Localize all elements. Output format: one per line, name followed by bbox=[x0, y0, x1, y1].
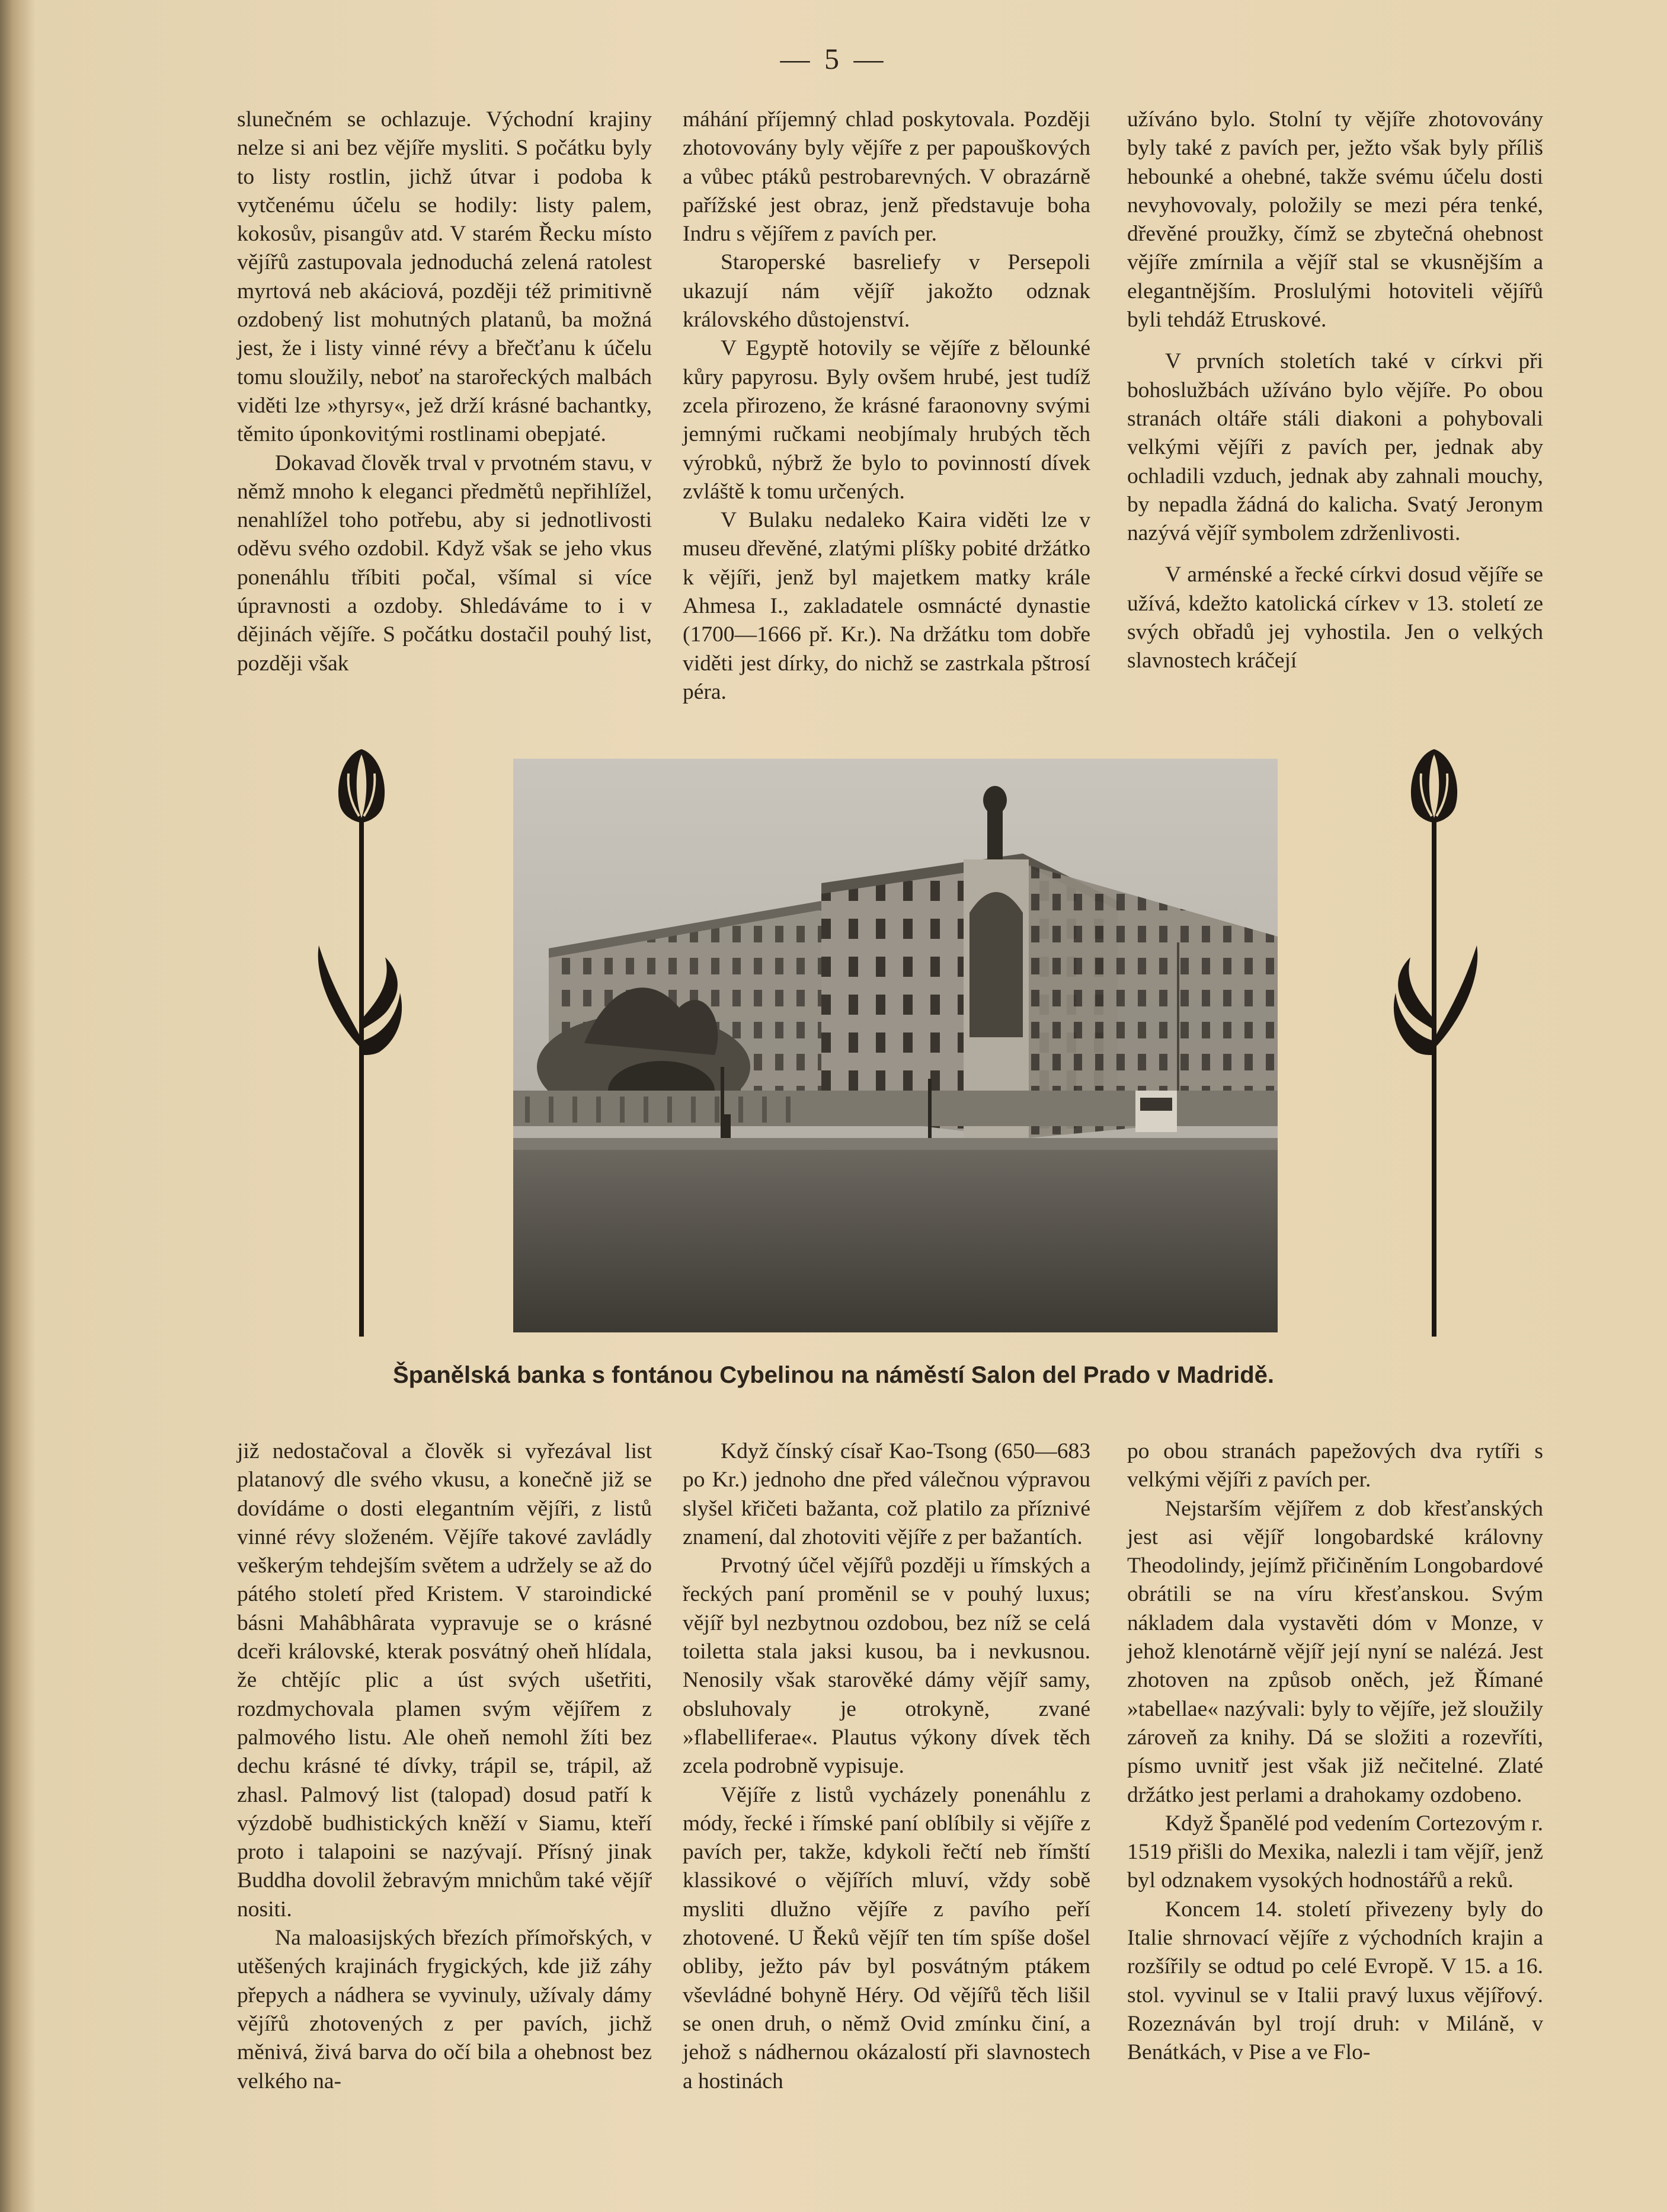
paragraph: po obou stranách papežových dva rytíři s velkými vějíři z pavích per. bbox=[1127, 1439, 1543, 1492]
paragraph: Koncem 14. století přivezeny byly do Italie shrnovací vějíře z východních krajin a rozšířily se odtud po celé Evropě. V 15. a 16. stol. vyvinul se v Italii pravý luxus vějířový. Rozeznáván byl trojí druh: v Miláně, v Benátkách, v Pise a ve Flo- bbox=[1127, 1897, 1543, 2065]
paragraph: Na maloasijských březích přímořských, v utěšených krajinách frygických, kde již záhy přepych a nádhera se vyvinuly, užívaly dámy vějířů zhotovených z per pavích, jichž měnivá, živá barva do očí bila a ohebnost bez velkého na- bbox=[237, 1926, 652, 2093]
paragraph: Dokavad člověk trval v prvotném stavu, v němž mnoho k eleganci předmětů nepřihlížel, nenahlížel toho potřebu, aby si jednotlivosti oděvu svého ozdobil. Když však se jeho vkus ponenáhlu tříbiti počal, všímal si více úpravnosti a ozdoby. Shledáváme to i v dějinách vějíře. S počátku dostačil pouhý list, později však bbox=[237, 450, 652, 676]
paragraph: Když čínský císař Kao-Tsong (650—683 po Kr.) jednoho dne před válečnou výpravou slyšel křičeti bažanta, což platilo za příznivé znamení, dal zhotoviti vějíře z per bažantích. bbox=[683, 1439, 1090, 1549]
bottom-column-2 bbox=[683, 1437, 1090, 2096]
page-number: — 5 — bbox=[780, 42, 887, 75]
paragraph: V prvních stoletích také v církvi při bohoslužbách užíváno bylo vějíře. Po obou stranách oltáře stáli diakoni a pohybovali velkými vějíři z pavích per, jednak aby ochladili vzduch, jednak aby zahnali mouchy, by nepadla žádná do kalicha. Svatý Jeronym nazývá vějíř symbolem zdrženlivosti. bbox=[1127, 349, 1543, 546]
top-column-3 bbox=[1127, 106, 1543, 676]
paragraph: Když Španělé pod vedením Cortezovým r. 1519 přišli do Mexika, nalezli i tam vějíř, jenž byl odznakem vysokých hodnostářů a reků. bbox=[1127, 1811, 1543, 1893]
paragraph: Staroperské basreliefy v Persepoli ukazují nám vějíř jakožto odznak královského důstojenství. bbox=[683, 250, 1090, 333]
paragraph: slunečném se ochlazuje. Východní krajiny nelze si ani bez vějíře mysliti. S počátku byly to listy rostlin, jichž útvar i podoba k vytčenému účelu se hodily: listy palem, kokosův, pisangův atd. V starém Řecku místo vějířů zastupovala jednoduchá zelená ratolest myrtová neb akáciová, později též primitivně ozdobený list mohutných platanů, ba možná jest, že i listy vinné révy a břečťanu k účelu tomu sloužily, neboť na starořeckých malbách viděti lze »thyrsy«, jež drží krásné bachantky, těmito úponkovitými rostlinami obepjaté. bbox=[237, 107, 652, 447]
bottom-column-1 bbox=[237, 1437, 652, 2096]
paragraph: V arménské a řecké církvi dosud vějíře se užívá, kdežto katolická církev v 13. století ze svých obřadů jej vyhostila. Jen o velkých slavnostech kráčejí bbox=[1127, 562, 1543, 673]
top-column-2 bbox=[683, 106, 1090, 707]
paragraph: V Egyptě hotovily se vějíře z bělounké kůry papyrosu. Byly ovšem hrubé, jest tudíž zcela přirozeno, že krásné faraonovny svými jemnými ručkami neobjímaly hrubých těch výrobků, nýbrž že bylo to povinností dívek zvláště k tomu určených. bbox=[683, 336, 1090, 504]
bottom-column-3 bbox=[1127, 1437, 1543, 2067]
paragraph: Nejstarším vějířem z dob křesťanských jest asi vějíř longobardské královny Theodolindy, jejímž přičiněním Longobardové obrátili se na víru křesťanskou. Svým nákladem dala vystavěti dóm v Monze, v jehož klenotárně vějíř její nyní se nalézá. Jest zhotoven na způsob oněch, jež Římané »tabellae« nazývali: byly to vějíře, jež sloužily zároveň za knihy. Dá se složiti a rozevříti, písmo uvnitř jest však již nečitelné. Zlaté držátko jest perlami a drahokamy ozdobeno. bbox=[1127, 1496, 1543, 1807]
paragraph: užíváno bylo. Stolní ty vějíře zhotovovány byly také z pavích per, ježto však byly příliš hebounké a ohebné, takže svému účelu dosti nevyhovovaly, položily se mezi péra tenké, dřevěné proužky, čímž se zbytečná ohebnost vějíře zmírnila a vějíř stal se vkusnějším a elegantnějším. Proslulými hotoviteli vějířů byli tehdáž Etruskové. bbox=[1127, 107, 1543, 333]
tulip-ornament-left bbox=[308, 738, 415, 1342]
paragraph: již nedostačoval a člověk si vyřezával list platanový dle svého vkusu, a konečně již se dovídáme o dosti elegantním vějíři, z listů vinné révy složeném. Vějíře takové zavládly veškerým tehdejším světem a udržely se až do pátého století před Kristem. V staroindické básni Mahâbhârata vypravuje se o krásné dceři královské, kterak posvátný oheň hlídala, že chtějíc plic a úst svých ušetřiti, rozdmychovala plamen svým vějířem z palmového listu. Ale oheň nemohl žíti bez dechu krásné té dívky, trápil se, trápil, až zhasl. Palmový list (talopad) dosud patří k výzdobě budhistických kněží v Siamu, kteří proto i talapoini se nazývají. Přísný jinak Buddha dovolil žebravým mnichům také vějíř nositi. bbox=[237, 1439, 652, 1922]
top-column-1 bbox=[237, 106, 652, 678]
tulip-ornament-right bbox=[1381, 738, 1487, 1342]
paragraph: V Bulaku nedaleko Kaira viděti lze v museu dřevěné, zlatými plíšky pobité držátko k vějíři, jenž byl majetkem matky krále Ahmesa I., zakladatele osmnácté dynastie (1700—1666 př. Kr.). Na držátku tom dobře viděti jest dírky, do nichž se zastrkala pštrosí péra. bbox=[683, 508, 1090, 704]
figure-caption: Španělská banka s fontánou Cybelinou na náměstí Salon del Prado v Madridě. bbox=[392, 1362, 1274, 1388]
photo-bank-of-spain bbox=[513, 759, 1278, 1332]
paragraph: Prvotný účel vějířů později u římských a řeckých paní proměnil se v pouhý luxus; vějíř byl nezbytnou ozdobou, bez níž se celá toiletta stala jaksi kusou, ba i nevkusnou. Nenosily však starověké dámy vějíř samy, obsluhovaly je otrokyně, zvané »flabelliferae«. Plautus výkony dívek těch zcela podrobně vypisuje. bbox=[683, 1553, 1090, 1779]
paragraph: Vějíře z listů vycházely ponenáhlu z módy, řecké i římské paní oblíbily si vějíře z pavích per, takže, kdykoli řečtí neb římští klassikové o vějířích mluví, vždy sobě mysliti dlužno vějíře z pavího peří zhotovené. U Řeků vějíř ten tím spíše došel obliby, ježto páv byl posvátným ptákem vševládné bohyně Héry. Od vějířů těch lišil se onen druh, o němž Ovid zmínku činí, a jehož s nádhernou okázalostí při slavnostech a hostinách bbox=[683, 1782, 1090, 2093]
paragraph: máhání příjemný chlad poskytovala. Později zhotovovány byly vějíře z per papouškových a vůbec ptáků pestrobarevných. V obrazárně pařížské jest obraz, jenž představuje boha Indru s vějířem z pavích per. bbox=[683, 107, 1090, 247]
